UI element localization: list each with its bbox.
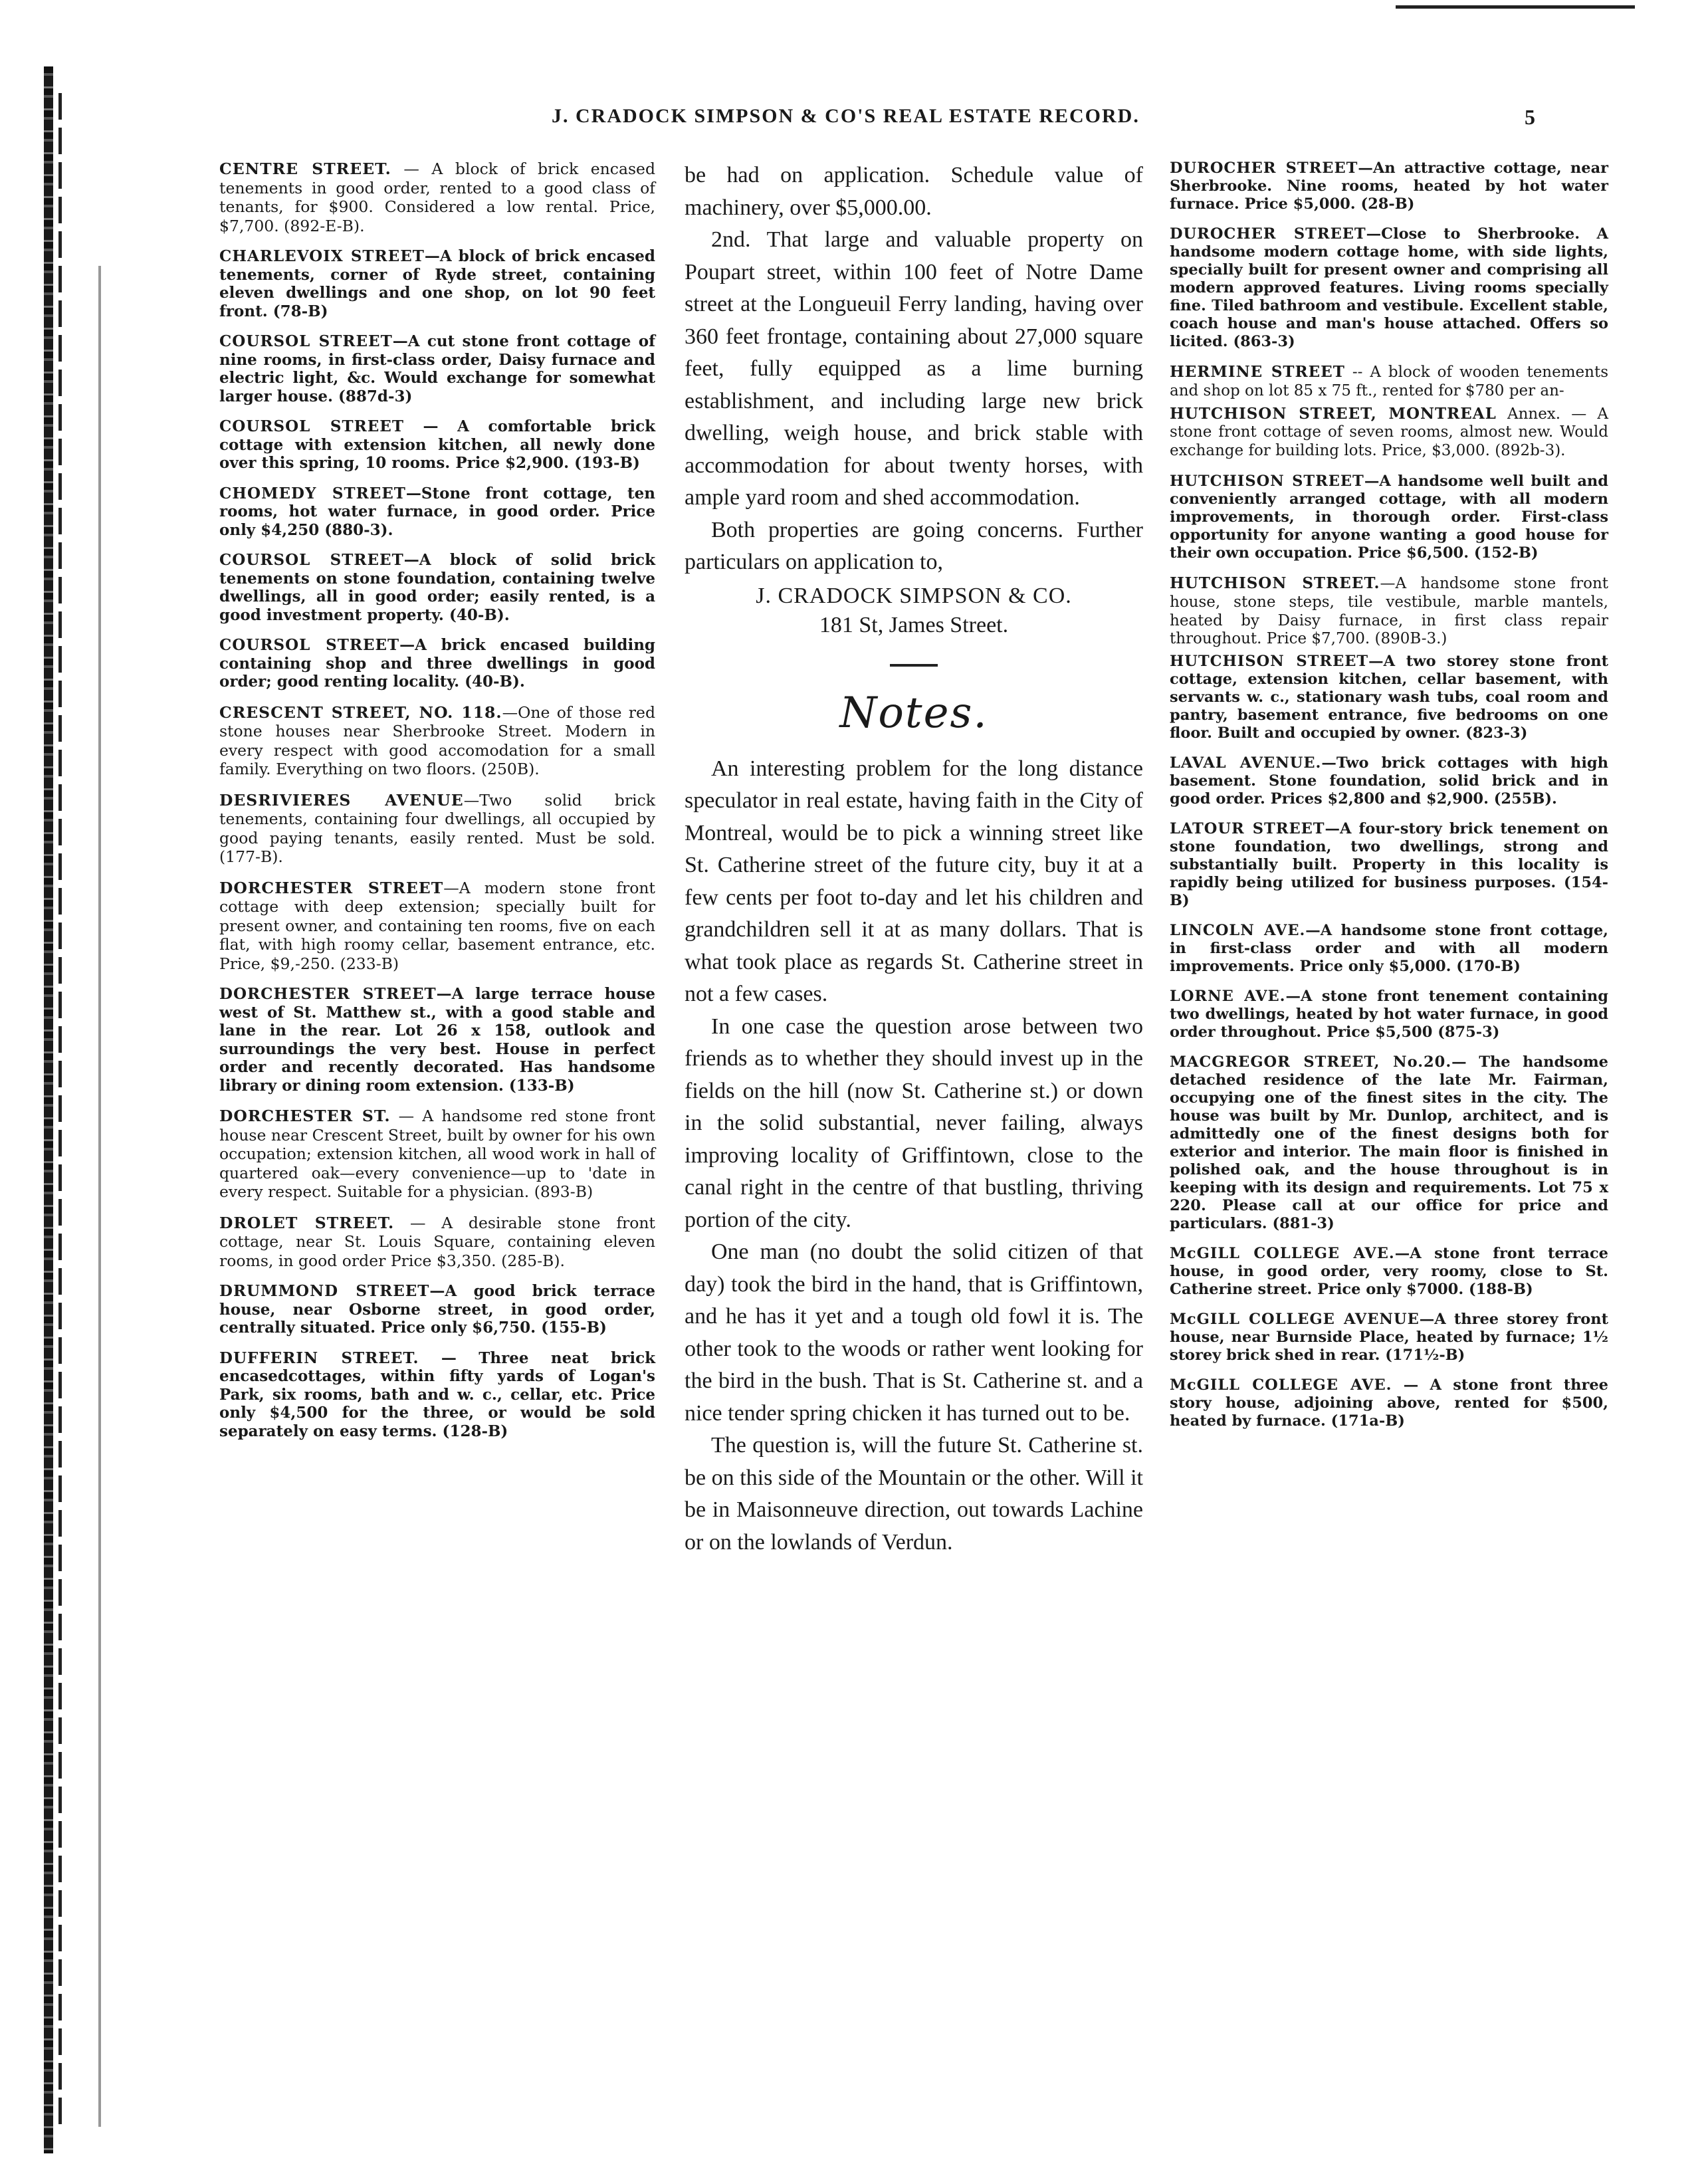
listing-entry [1170, 473, 1608, 562]
notes-paragraph-1: An interesting problem for the long distance speculator in real estate, having faith in the City of Montreal, would be to pick a winning street like St. Catherine street of the future city, buy it at a few cents per foot to-day and let his children and grandchildren sell it at as many dollars. That is what took place as regards St. Catherine street in not a few cases. [685, 756, 1143, 1006]
listing-entry [1170, 820, 1608, 910]
paragraph-going-concerns: Both properties are going concerns. Further particulars on application to, [685, 517, 1143, 574]
listing-entry [219, 1107, 655, 1202]
listing-description: — A block of brick encased tenements in good order, rented to a good class of tenants, for $900. Considered a low rental. Price, $7,700. (892-E-B). [219, 160, 655, 235]
listing-description: -- A block of wooden tenements and shop on lot 85 x 75 ft., rented for $780 per an- [1170, 364, 1609, 399]
listing-street-name: McGILL COLLEGE AVE. [1170, 1376, 1392, 1394]
page-header [219, 105, 1535, 134]
listing-entry [219, 485, 655, 540]
listing-street-name: CRESCENT STREET, NO. 118. [219, 703, 502, 722]
listing-description: —A three storey front house, near Burnside Place, heated by furnace; 1½ storey brick shed in rear. (171½-B) [1170, 1311, 1608, 1364]
listing-description: —Two brick cottages with high basement. Stone foundation, solid brick and in good order. Prices $2,800 and $2,900. (255B). [1170, 754, 1609, 808]
listing-entry [219, 703, 655, 779]
listing-description: —A large terrace house west of St. Matthew st., with a good stable and lane in the rear. Lot 26 x 158, outlook and surroundings the very best. House in perfect order and recently decorated. Has handsome library or dining room extension. (133-B) [219, 985, 655, 1095]
listing-street-name: LINCOLN AVE. [1170, 922, 1306, 940]
notes-paragraph-3: One man (no doubt the solid citizen of that day) took the bird in the hand, that is Griffintown, and he has it yet and a tough old fowl it is. The other took to the woods or rather went looking for the bird in the bush. That is St. Catherine st. and a nice tender spring chicken it has turned out to be. [685, 1240, 1143, 1426]
listing-entry [219, 247, 655, 320]
listing-street-name: DUROCHER STREET [1170, 160, 1358, 177]
left-column-listings [219, 160, 655, 1452]
listing-description: — Three neat brick encasedcottages, within fifty yards of Logan's Park, six rooms, bath and w. c., cellar, etc. Price only $4,500 for the three, or would be sold separately on easy terms. (128-B) [219, 1349, 656, 1440]
listing-description: —A two storey stone front cottage, extension kitchen, cellar basement, with servants w. c., stationary wash tubs, coal room and pantry, basement entrance, five bedrooms on one floor. Built and occupied by owner. (823-3) [1170, 653, 1608, 742]
listing-street-name: CHARLEVOIX STREET [219, 247, 425, 265]
middle-column [685, 160, 1143, 1559]
listing-entry [1170, 225, 1608, 351]
listing-street-name: CHOMEDY STREET [219, 484, 406, 502]
section-divider [890, 664, 938, 667]
listing-description: —A handsome well built and conveniently arranged cottage, with all modern improvements, in thorough order. First-class opportunity for anyone wanting a good house for their own occupation. Price $6,500. (152-B) [1170, 472, 1608, 562]
listing-street-name: CENTRE STREET. [219, 160, 391, 178]
listing-street-name: DROLET STREET. [219, 1213, 395, 1232]
paragraph-continuation: be had on application. Schedule value of machinery, over $5,000.00. [685, 163, 1143, 220]
scan-shadow-line [98, 266, 101, 2127]
listing-entry [219, 551, 655, 624]
listing-description: —One of those red stone houses near Sherbrooke Street. Modern in every respect with good accomodation for a small family. Everything on two floors. (250B). [219, 703, 655, 778]
listing-entry [1170, 1311, 1608, 1364]
listing-description: Annex. — A stone front cottage of seven rooms, almost new. Would exchange for building lots. Price, $3,000. (892b-3). [1170, 405, 1608, 460]
listing-description: —A block of solid brick tenements on stone foundation, containing twelve dwellings, all in good order; easily rented, is a good investment property. (40-B). [219, 551, 655, 624]
listing-street-name: HUTCHISON STREET, MONTREAL [1170, 404, 1497, 423]
scan-artifact-line [1396, 5, 1635, 9]
listing-entry [1170, 922, 1608, 976]
listing-description: — A desirable stone front cottage, near St. Louis Square, containing eleven rooms, in good order Price $3,350. (285-B). [219, 1213, 655, 1270]
listing-street-name: McGILL COLLEGE AVE. [1170, 1245, 1395, 1263]
listing-entry [1170, 653, 1608, 742]
listing-entry [1170, 754, 1608, 808]
listing-entry [1170, 363, 1608, 401]
listing-street-name: HUTCHISON STREET. [1170, 574, 1380, 592]
listing-street-name: LATOUR STREET [1170, 820, 1325, 838]
listing-entry [219, 160, 655, 235]
listing-entry [219, 636, 655, 691]
listing-entry [219, 417, 655, 473]
listing-entry [1170, 405, 1608, 461]
listing-entry [1170, 574, 1608, 649]
scan-binding-edge-inner [58, 93, 62, 2127]
listing-street-name: DUFFERIN STREET. [219, 1349, 419, 1367]
listing-description: —A stone front terrace house, in good order, very roomy, close to St. Catherine street. Price only $7000. (188-B) [1170, 1245, 1608, 1299]
listing-entry [219, 985, 655, 1095]
listing-street-name: DRUMMOND STREET [219, 1282, 430, 1300]
listing-street-name: COURSOL STREET [219, 332, 393, 350]
listing-entry [219, 1282, 655, 1337]
listing-street-name: DUROCHER STREET [1170, 225, 1366, 243]
listing-street-name: HERMINE STREET [1170, 363, 1345, 381]
listing-street-name: COURSOL STREET [219, 417, 404, 435]
listing-street-name: COURSOL STREET [219, 551, 404, 569]
notes-paragraph-4: The question is, will the future St. Catherine st. be on this side of the Mountain or the other. Will it be in Maisonneuve direction, out towards Lachine or on the lowlands of Verdun. [685, 1433, 1143, 1555]
listing-description: —Stone front cottage, ten rooms, hot water furnace, in good order. Price only $4,250 (880-3). [219, 484, 655, 539]
notes-paragraph-2: In one case the question arose between two friends as to whether they should invest up in the fields on the hill (now St. Catherine st.) or down in the solid substantial, never failing, always improving locality of Griffintown, close to the canal right in the centre of that bustling, thriving portion of the city. [685, 1014, 1143, 1232]
listing-description: — A stone front three story house, adjoining above, rented for $500, heated by furnace. (171a-B) [1170, 1376, 1609, 1430]
listing-description: — A handsome red stone front house near Crescent Street, built by owner for his own occupation; extension kitchen, all wood work in hall of quartered oak—every convenience—up to 'date in every respect. Suitable for a physician. (893-B) [219, 1107, 655, 1201]
listing-description: —An attractive cottage, near Sherbrooke. Nine rooms, heated by hot water furnace. Price $5,000. (28-B) [1170, 160, 1609, 213]
listing-description: —A handsome stone front cottage, in first-class order and with all modern improvements. Price only $5,000. (170-B) [1170, 922, 1608, 976]
right-column-listings [1170, 160, 1608, 1442]
listing-street-name: LAVAL AVENUE. [1170, 754, 1322, 772]
signature-firm: J. CRADOCK SIMPSON & CO. [756, 583, 1072, 608]
listing-street-name: MACGREGOR STREET, No.20. [1170, 1053, 1452, 1071]
listing-entry [1170, 1053, 1608, 1233]
listing-description: —A stone front tenement containing two dwellings, heated by hot water furnace, in good order throughout. Price $5,500 (875-3) [1170, 988, 1608, 1041]
listing-entry [1170, 1376, 1608, 1430]
signature-address: 181 St, James Street. [819, 612, 1009, 637]
listing-entry [1170, 1245, 1608, 1299]
listing-entry [219, 1214, 655, 1271]
listing-street-name: DORCHESTER STREET [219, 985, 437, 1003]
listing-street-name: DESRIVIERES AVENUE [219, 790, 464, 810]
listing-street-name: HUTCHISON STREET [1170, 472, 1364, 490]
listing-description: —A good brick terrace house, near Osborne street, in good order, centrally situated. Price only $6,750. (155-B) [219, 1282, 655, 1337]
listing-street-name: McGILL COLLEGE AVENUE [1170, 1311, 1420, 1329]
listing-entry [1170, 160, 1608, 213]
listing-street-name: COURSOL STREET [219, 636, 400, 654]
listing-street-name: HUTCHISON STREET [1170, 653, 1369, 671]
scan-binding-edge [44, 66, 53, 2153]
listing-description: —A cut stone front cottage of nine rooms, in first-class order, Daisy furnace and electric light, &c. Would exchange for somewhat larger house. (887d-3) [219, 332, 655, 405]
listing-entry [1170, 988, 1608, 1041]
listing-description: — A comfortable brick cottage with extension kitchen, all newly done over this spring, 10 rooms. Price $2,900. (193-B) [219, 417, 656, 472]
listing-description: —A modern stone front cottage with deep extension; specially built for present owner, and containing ten rooms, five on each flat, with high roomy cellar, basement entrance, etc. Price, $9,-250. (233-B) [219, 878, 655, 973]
running-title: J. CRADOCK SIMPSON & CO'S REAL ESTATE RECORD. [552, 105, 1140, 127]
listing-description: —A block of brick encased tenements, corner of Ryde street, containing eleven dwellings and one shop, on lot 90 feet front. (78-B) [219, 247, 655, 320]
listing-entry [219, 879, 655, 974]
listing-description: —A handsome stone front house, stone steps, tile vestibule, marble mantels, heated by Daisy furnace, in first class repair throughout. Price $7,700. (890B-3.) [1170, 574, 1609, 648]
listing-street-name: DORCHESTER STREET [219, 878, 444, 897]
listing-street-name: LORNE AVE. [1170, 988, 1286, 1006]
notes-heading: Notes. [839, 688, 988, 738]
signature-block [685, 582, 1143, 640]
listing-description: —A four-story brick tenement on stone foundation, two dwellings, strong and substantially built. Property in this locality is rapidly being utilized for business purposes. (154-B) [1170, 820, 1608, 910]
listing-entry [219, 332, 655, 405]
page-number: 5 [1525, 105, 1535, 129]
listing-description: —Two solid brick tenements, containing four dwellings, all occupied by good paying tenants, easily rented. Must be sold. (177-B). [219, 790, 655, 866]
paragraph-second-property: 2nd. That large and valuable property on Poupart street, within 100 feet of Notre Dame street at the Longueuil Ferry landing, having over 360 feet frontage, containing about 27,000 square feet, fully equipped as a lime burning establishment, and including large new brick dwelling, weigh house, and brick stable with accommodation for about twenty horses, with ample yard room and shed accommodation. [685, 227, 1143, 510]
listing-description: — The handsome detached residence of the late Mr. Fairman, occupying one of the finest sites in the city. The house was built by Mr. Dunlop, architect, and is admittedly one of the finest designs both for exterior and interior. The main floor is finished in polished oak, and the house throughout is in keeping with its design and requirements. Lot 75 x 220. Please call at our office for price and particulars. (881-3) [1170, 1053, 1608, 1233]
listing-entry [219, 791, 655, 867]
listing-street-name: DORCHESTER ST. [219, 1107, 391, 1125]
listing-entry [219, 1349, 655, 1441]
listing-description: —A brick encased building containing shop and three dwellings in good order; good renting locality. (40-B). [219, 636, 655, 691]
listing-description: —Close to Sherbrooke. A handsome modern cottage home, with side lights, specially built for present owner and comprising all modern approved features. Living rooms specially fine. Tiled bathroom and vestibule. Excellent stable, coach house and man's house attached. Offers so licited. (863-3) [1170, 225, 1608, 350]
